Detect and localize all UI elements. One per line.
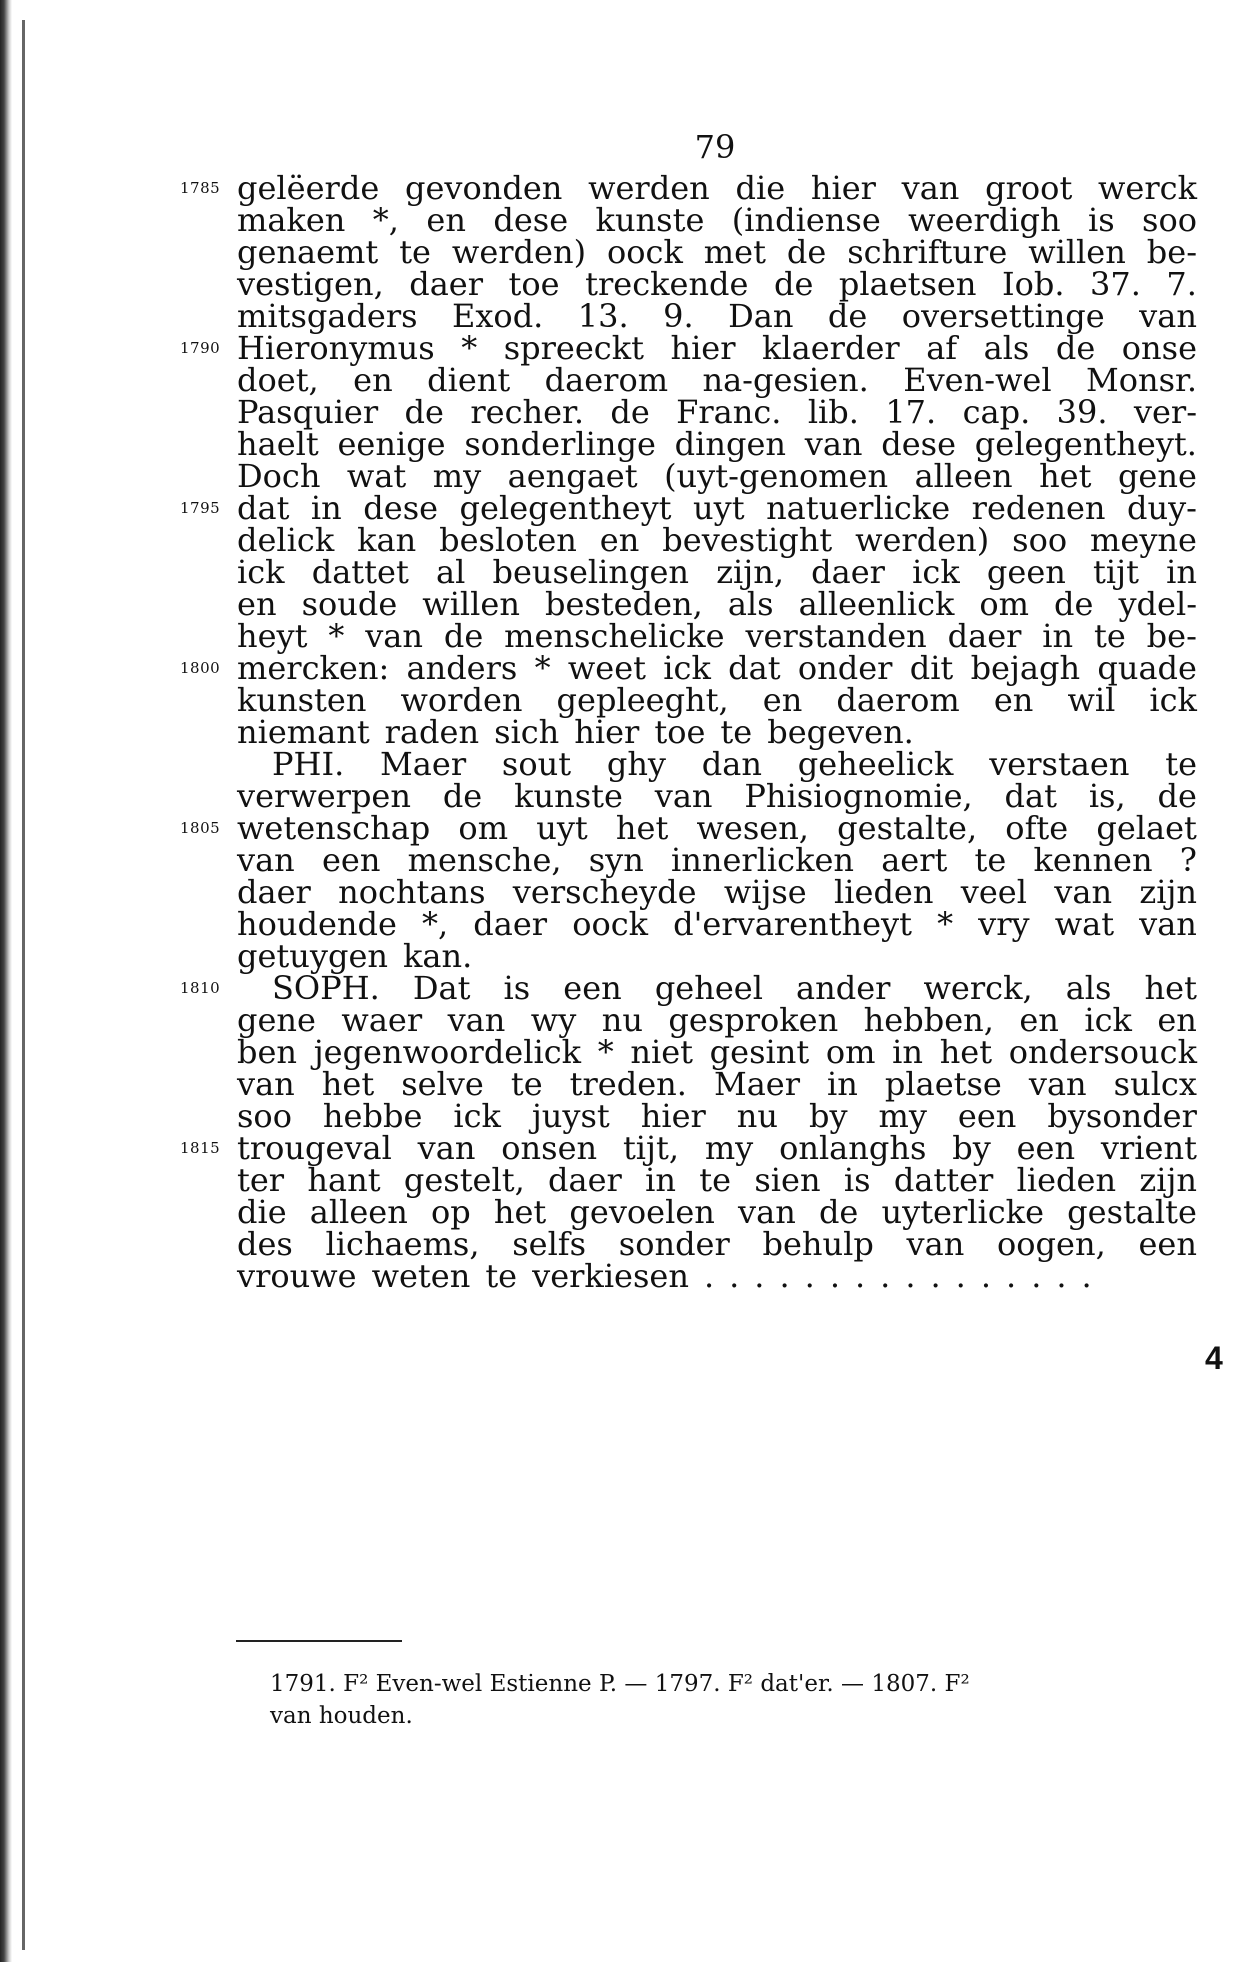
text-line: kunsten worden gepleeght, en daerom en wil ick (237, 681, 1197, 719)
line-number: 1790 (180, 339, 221, 357)
text-line: delick kan besloten en bevestight werden) soo meyne (237, 521, 1197, 559)
text-line: van het selve te treden. Maer in plaetse van sulcx (237, 1065, 1197, 1103)
text-line: vrouwe weten te verkiesen . . . . . . . . . . . . . . . . (237, 1257, 1092, 1295)
text-line: haelt eenige sonderlinge dingen van dese gelegentheyt. (237, 425, 1197, 463)
text-line: soo hebbe ick juyst hier nu by my een bysonder (237, 1097, 1197, 1135)
binding-shadow (0, 0, 12, 1962)
binding-edge (22, 20, 25, 1950)
text-line: SOPH. Dat is een geheel ander werck, als het (272, 969, 1197, 1007)
text-line: gelëerde gevonden werden die hier van groot werck (237, 169, 1197, 207)
text-line: Doch wat my aengaet (uyt-genomen alleen het gene (237, 457, 1197, 495)
line-number: 1805 (180, 819, 221, 837)
text-line: gene waer van wy nu gesproken hebben, en ick en (237, 1001, 1197, 1039)
text-line: trougeval van onsen tijt, my onlanghs by een vrient (237, 1129, 1197, 1167)
text-line: dat in dese gelegentheyt uyt natuerlicke redenen duy- (237, 489, 1197, 527)
text-line: Pasquier de recher. de Franc. lib. 17. cap. 39. ver- (237, 393, 1197, 431)
footnote-rule (236, 1640, 402, 1642)
text-line: mercken: anders * weet ick dat onder dit bejagh quade (237, 649, 1197, 687)
text-line: PHI. Maer sout ghy dan geheelick verstaen te (272, 745, 1197, 783)
text-line: mitsgaders Exod. 13. 9. Dan de oversettinge van (237, 297, 1197, 335)
text-line: Hieronymus * spreeckt hier klaerder af als de onse (237, 329, 1197, 367)
text-line: verwerpen de kunste van Phisiognomie, dat is, de (237, 777, 1197, 815)
text-line: wetenschap om uyt het wesen, gestalte, ofte gelaet (237, 809, 1197, 847)
footnote-line: van houden. (270, 1703, 413, 1729)
text-line: die alleen op het gevoelen van de uyterlicke gestalte (237, 1193, 1197, 1231)
text-line: ben jegenwoordelick * niet gesint om in het ondersouck (237, 1033, 1197, 1071)
line-number: 1810 (180, 979, 221, 997)
text-line: doet, en dient daerom na-gesien. Even-wel Monsr. (237, 361, 1197, 399)
text-line: en soude willen besteden, als alleenlick om de ydel- (237, 585, 1197, 623)
page-number: 79 (694, 128, 736, 166)
line-number: 1815 (180, 1139, 221, 1157)
text-line: heyt * van de menschelicke verstanden daer in te be- (237, 617, 1197, 655)
text-line: des lichaems, selfs sonder behulp van oogen, een (237, 1225, 1197, 1263)
text-line: getuygen kan. (237, 937, 473, 975)
margin-section-number: 4 (1205, 1340, 1223, 1376)
text-line: van een mensche, syn innerlicken aert te kennen ? (237, 841, 1197, 879)
text-line: maken *, en dese kunste (indiense weerdigh is soo (237, 201, 1197, 239)
text-line: daer nochtans verscheyde wijse lieden veel van zijn (237, 873, 1197, 911)
text-line: vestigen, daer toe treckende de plaetsen Iob. 37. 7. (237, 265, 1197, 303)
line-number: 1800 (180, 659, 221, 677)
text-line: ter hant gestelt, daer in te sien is datter lieden zijn (237, 1161, 1197, 1199)
text-line: niemant raden sich hier toe te begeven. (237, 713, 914, 751)
footnote-line: 1791. F² Even-wel Estienne P. — 1797. F² dat'er. — 1807. F² (270, 1671, 970, 1697)
line-number: 1795 (180, 499, 221, 517)
text-line: genaemt te werden) oock met de schrifture willen be- (237, 233, 1197, 271)
line-number: 1785 (180, 179, 221, 197)
text-line: houdende *, daer oock d'ervarentheyt * vry wat van (237, 905, 1197, 943)
text-line: ick dattet al beuselingen zijn, daer ick geen tijt in (237, 553, 1197, 591)
